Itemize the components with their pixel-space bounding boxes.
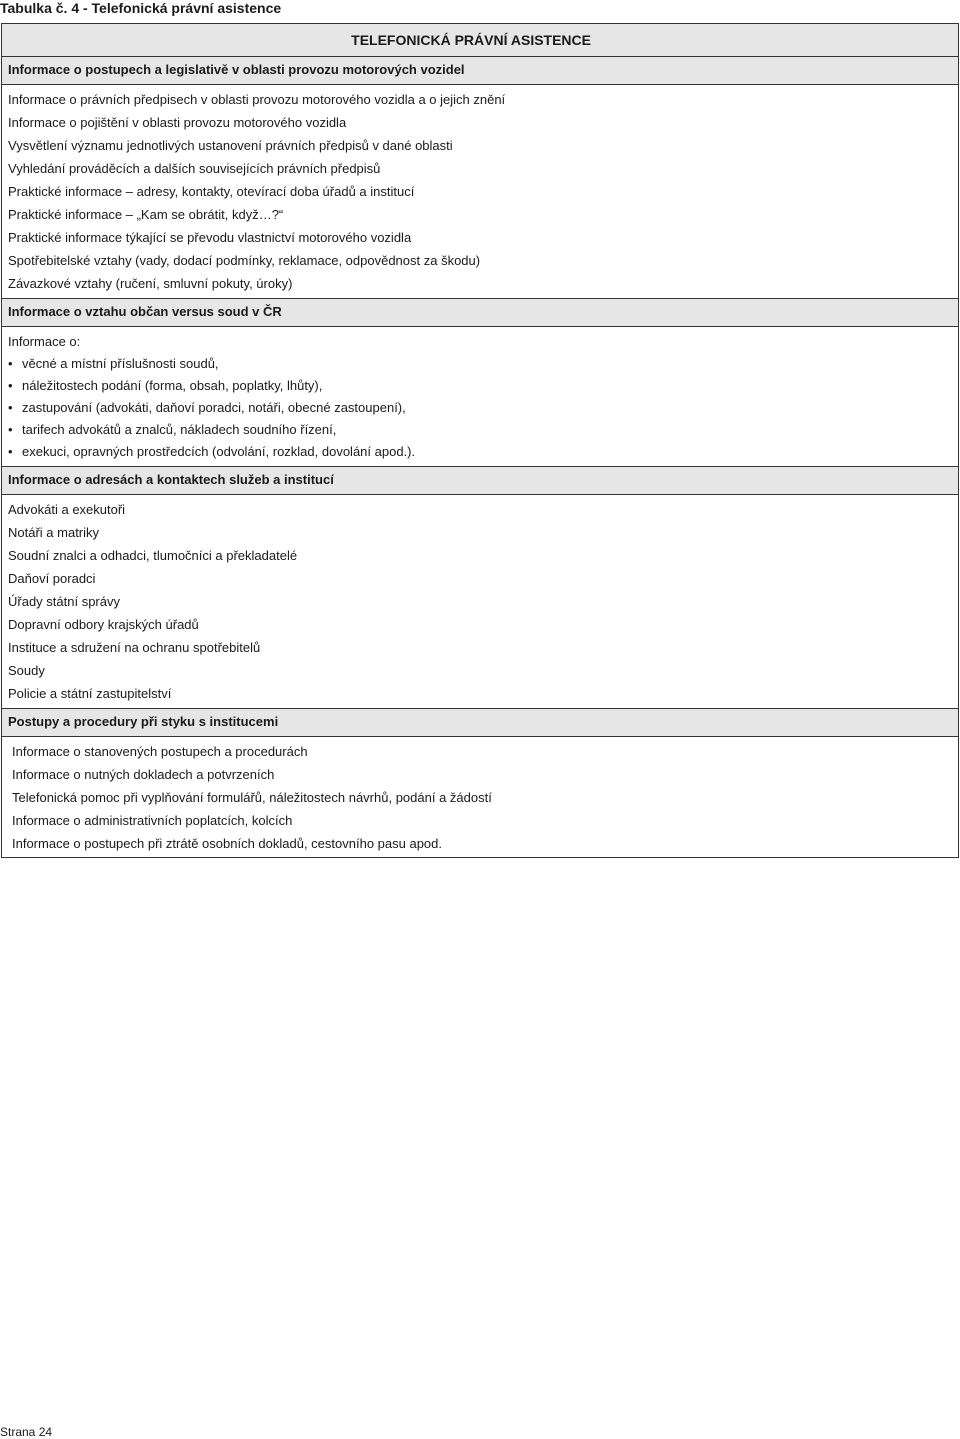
list-item: Vysvětlení významu jednotlivých ustanovení právních předpisů v dané oblasti [8, 138, 453, 153]
list-item: Informace o administrativních poplatcích, kolcích [12, 813, 293, 828]
bullet-item [8, 441, 950, 463]
list-item: Informace o postupech při ztrátě osobních dokladů, cestovního pasu apod. [12, 836, 442, 851]
list-item: Úřady státní správy [8, 594, 120, 609]
list-item: Spotřebitelské vztahy (vady, dodací podmínky, reklamace, odpovědnost za škodu) [8, 253, 481, 268]
bullet-text: zastupování (advokáti, daňoví poradci, notáři, obecné zastoupení), [22, 400, 406, 415]
list-item: Informace o stanovených postupech a procedurách [12, 744, 308, 759]
list-item: Dopravní odbory krajských úřadů [8, 617, 199, 632]
list-item: Závazkové vztahy (ručení, smluvní pokuty, úroky) [8, 276, 293, 291]
list-item: Informace o právních předpisech v oblasti provozu motorového vozidla a o jejich znění [8, 92, 506, 107]
section-heading-procedures: Postupy a procedury při styku s institucemi [2, 709, 958, 737]
section-heading-legislation: Informace o postupech a legislativě v oblasti provozu motorových vozidel [2, 57, 958, 85]
bullet-icon: • [8, 444, 13, 459]
bullet-text: věcné a místní příslušnosti soudů, [22, 356, 219, 371]
section-heading-court: Informace o vztahu občan versus soud v ČR [2, 299, 958, 327]
list-item: Daňoví poradci [8, 571, 96, 586]
list-item: Vyhledání prováděcích a dalších souvisejících právních předpisů [8, 161, 381, 176]
bullet-item [8, 353, 950, 375]
list-item: Praktické informace – adresy, kontakty, otevírací doba úřadů a institucí [8, 184, 415, 199]
list-item: Praktické informace týkající se převodu vlastnictví motorového vozidla [8, 230, 412, 245]
bullet-text: náležitostech podání (forma, obsah, poplatky, lhůty), [22, 378, 323, 393]
legal-assistance-table [1, 23, 959, 858]
list-intro: Informace o: [8, 334, 81, 349]
bullet-text: exekuci, opravných prostředcích (odvolání, rozklad, dovolání apod.). [22, 444, 416, 459]
bullet-item [8, 397, 950, 419]
list-item: Soudy [8, 663, 45, 678]
page-number: Strana 24 [0, 1425, 53, 1439]
list-item: Instituce a sdružení na ochranu spotřebitelů [8, 640, 261, 655]
section-body-procedures [2, 737, 958, 858]
bullet-icon: • [8, 356, 13, 371]
table-caption: Tabulka č. 4 - Telefonická právní asistence [0, 0, 282, 16]
list-item: Praktické informace – „Kam se obrátit, když…?“ [8, 207, 284, 222]
section-body-court [2, 327, 958, 467]
list-item: Notáři a matriky [8, 525, 100, 540]
bullet-text: tarifech advokátů a znalců, nákladech soudního řízení, [22, 422, 337, 437]
bullet-icon: • [8, 422, 13, 437]
section-heading-contacts: Informace o adresách a kontaktech služeb a institucí [2, 467, 958, 495]
list-item: Informace o pojištění v oblasti provozu motorového vozidla [8, 115, 347, 130]
list-item: Advokáti a exekutoři [8, 502, 126, 517]
bullet-item [8, 375, 950, 397]
bullet-item [8, 419, 950, 441]
bullet-icon: • [8, 378, 13, 393]
section-body-legislation [2, 85, 958, 299]
table-title: TELEFONICKÁ PRÁVNÍ ASISTENCE [2, 24, 958, 57]
list-item: Telefonická pomoc při vyplňování formulářů, náležitostech návrhů, podání a žádostí [12, 790, 492, 805]
list-item: Policie a státní zastupitelství [8, 686, 172, 701]
list-item: Informace o nutných dokladech a potvrzeních [12, 767, 275, 782]
bullet-icon: • [8, 400, 13, 415]
section-body-contacts [2, 495, 958, 709]
list-item: Soudní znalci a odhadci, tlumočníci a překladatelé [8, 548, 298, 563]
